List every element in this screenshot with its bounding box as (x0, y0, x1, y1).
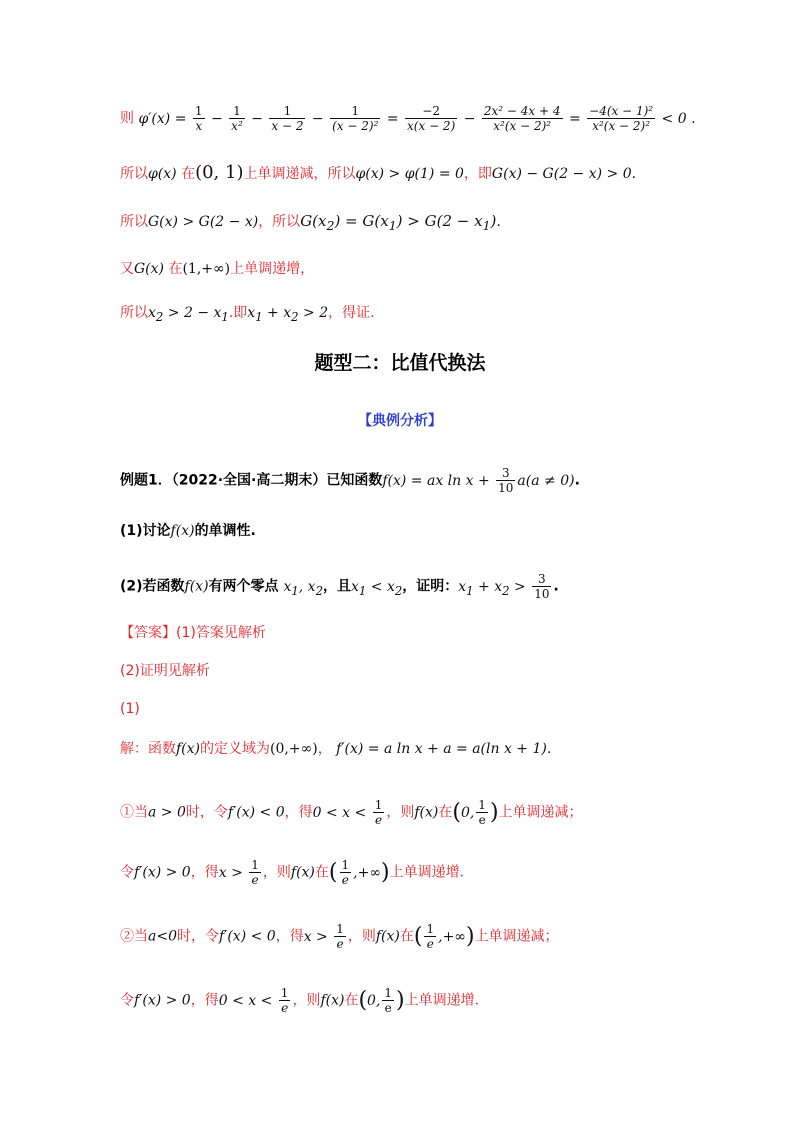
text: 时，令 (176, 928, 219, 945)
math: a<0 (148, 928, 177, 945)
text: ，则 (386, 804, 415, 821)
case1-increasing (120, 858, 740, 887)
part2: (2)若函数f(x)有两个零点 $x_1$, $x_2$，且$x_1 < x_2$，证明：$x_1 + x_2$ > $\frac{3}{10}$ . (120, 572, 559, 601)
text: 在 (399, 928, 414, 945)
text: ，所以 (258, 214, 301, 230)
math: x > $\frac{1}{e}$ (218, 858, 259, 887)
conclusion-line (120, 302, 740, 328)
math: f(x) (290, 864, 315, 881)
text: 的定义域为 (200, 741, 271, 757)
monotonic-line: 所以φ(x) 在(0, 1)上单调递减，所以φ(x) > φ(1) = 0，即G(x) − G(2 − x) > 0. (120, 162, 637, 183)
section-subtitle: 【典例分析】 (358, 413, 442, 429)
text: ，得证. (328, 305, 375, 321)
text: 令 (120, 864, 134, 881)
text-prefix: 则 (120, 110, 134, 127)
math: f(x) (375, 928, 400, 945)
math: (0,+∞) (270, 741, 318, 757)
case2-decreasing (120, 922, 740, 951)
math: x > $\frac{1}{e}$ (303, 922, 344, 951)
text: ，则 (262, 864, 291, 881)
text: .即 (228, 305, 248, 321)
text: 上单调递减； (474, 928, 559, 945)
text: ①当 (120, 804, 148, 821)
math: f′(x) > 0 (134, 992, 191, 1009)
math: f′(x) < 0 (227, 804, 285, 821)
text: ，则 (292, 992, 321, 1009)
math: f(x) = ax ln x + $\frac{3}{10}$ a(a ≠ 0) (382, 466, 575, 495)
math: G(x) > G(2 − x) (148, 214, 259, 230)
math: φ(x) > φ(1) = 0 (355, 166, 464, 182)
math: ( $\frac{1}{e}$ ,+∞) (413, 922, 475, 951)
math: (0, $\frac{1}{e}$ ) (358, 986, 405, 1015)
math: $G(x_2) = G(x_1) > G(2 - x_1)$ (300, 212, 497, 233)
text: 上单调递减； (498, 804, 583, 821)
text: 所以 (120, 305, 148, 321)
math: (0, $\frac{1}{e}$ ) (452, 798, 499, 827)
text: 在 (181, 166, 196, 182)
text: (2)若函数 (120, 578, 185, 595)
text: ，即 (463, 166, 492, 182)
text: ②当 (120, 928, 148, 945)
text: ，得 (275, 928, 304, 945)
math: f′(x) = a ln x + a = a(ln x + 1) (336, 741, 547, 757)
text: 所以 (120, 214, 148, 230)
answer-label: 【答案】 (120, 625, 176, 641)
math: f(x) (320, 992, 345, 1009)
text: ，证明： (402, 578, 459, 595)
math: G(x) (134, 261, 165, 277)
text: 的单调性. (194, 523, 256, 539)
case1-decreasing (120, 798, 740, 827)
text: 上单调递增， (230, 261, 315, 277)
text: ，得 (190, 992, 219, 1009)
text: ，得 (190, 864, 219, 881)
text: 又 (120, 261, 134, 277)
text: 上单调递减，所以 (243, 166, 356, 182)
math: f(x) (170, 523, 195, 539)
math: $x_1 + x_2 > 2$ (247, 305, 329, 324)
math: G(x) − G(2 − x) > 0 (491, 166, 632, 182)
math: f(x) (176, 741, 201, 757)
text: (1)答案见解析 (176, 625, 266, 641)
text: 例题1．（2022·全国·高二期末）已知函数 (120, 472, 383, 489)
text: 在 (344, 992, 359, 1009)
math: 0 < x < $\frac{1}{e}$ (312, 798, 383, 827)
text: 在 (168, 261, 183, 277)
math: 0 < x < $\frac{1}{e}$ (218, 986, 289, 1015)
text: 解：函数 (120, 741, 176, 757)
text: 时，令 (185, 804, 228, 821)
math: $x_1 + x_2$ > $\frac{3}{10}$ (458, 572, 550, 601)
section-title: 题型二：比值代换法 (314, 352, 486, 374)
math: (0, 1) (195, 162, 244, 183)
math: f′(x) > 0 (134, 864, 191, 881)
math: a > 0 (148, 804, 186, 821)
answer-line-2: (2)证明见解析 (120, 663, 210, 679)
solution-marker: (1) (120, 701, 140, 717)
example-statement: 例题1．（2022·全国·高二期末）已知函数f(x) = ax ln x + $\frac{3}{10}$ a(a ≠ 0). (120, 466, 580, 495)
math: φ(x) (148, 166, 177, 182)
math: (1,+∞) (182, 261, 231, 277)
answer-line (120, 622, 740, 644)
text: (1)讨论 (120, 523, 171, 539)
text: 上单调递增. (404, 992, 480, 1009)
text: 所以 (120, 166, 148, 182)
math: $x_1$, $x_2$ (283, 578, 323, 598)
text: 在 (314, 864, 329, 881)
text: 在 (438, 804, 453, 821)
text: ，则 (347, 928, 376, 945)
math: f(x) (184, 578, 209, 595)
text: 有两个零点 (208, 578, 279, 595)
increasing-line (120, 258, 740, 280)
inequality-line: 所以G(x) > G(2 − x)，所以$G(x_2) = G(x_1) > G(2 - x_1)$. (120, 212, 501, 233)
text: ，且 (322, 578, 351, 595)
text: ，得 (284, 804, 313, 821)
math-formula: φ′(x) = $\frac{1}{x}$ − $\frac{1}{\text{x²}}$ − $\frac{1}{x - 2}$ − $\frac{1}{\text{(x − 2)²}}$ = $\frac{-2}{x(x - 2)}$ − $\frac{\text{2x² − 4x + 4}}{\text{x²(x − 2)²}}$ = $\frac{\text{−4(x − 1)²}}{\text{x²(x − 2)²}}$ < 0 . (138, 104, 696, 133)
text: 令 (120, 992, 134, 1009)
math: f′(x) < 0 (218, 928, 276, 945)
case2-increasing (120, 986, 740, 1015)
math: $x_1 < x_2$ (350, 578, 403, 598)
solution-domain: 解：函数f(x)的定义域为(0,+∞)， f′(x) = a ln x + a = a(ln x + 1). (120, 741, 552, 757)
derivative-line (120, 104, 740, 133)
math: ( $\frac{1}{e}$ ,+∞) (328, 858, 390, 887)
math: f(x) (414, 804, 439, 821)
part1 (120, 520, 740, 542)
text: 上单调递增. (389, 864, 465, 881)
math: $x_2 > 2 - x_1$ (148, 305, 229, 324)
